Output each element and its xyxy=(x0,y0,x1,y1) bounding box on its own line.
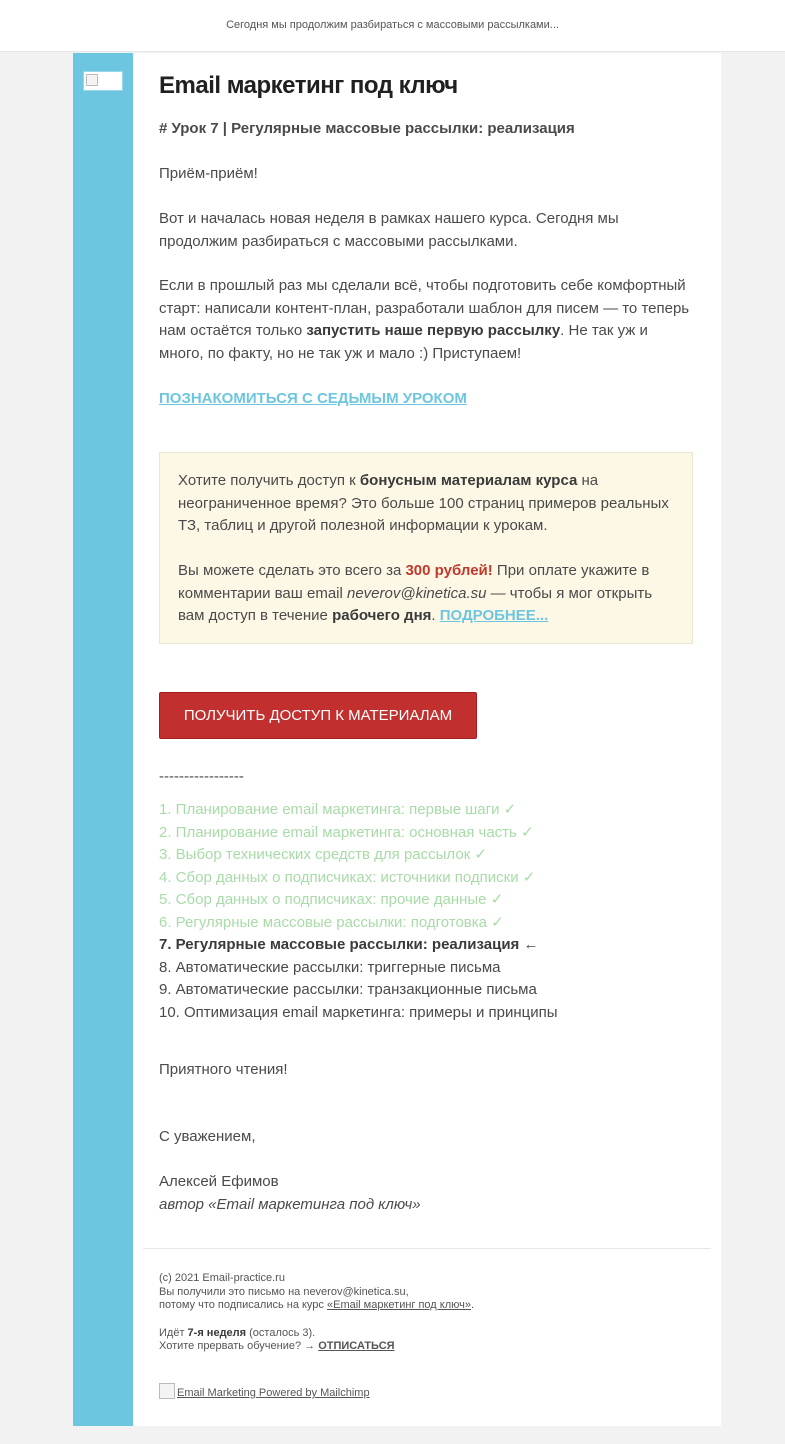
toc-item: 1. Планирование email маркетинга: первые шаги ✓ xyxy=(159,801,517,818)
footer-reason-dot: . xyxy=(471,1299,475,1311)
divider-text: ----------------- xyxy=(159,768,244,785)
toc-item-current xyxy=(159,934,695,957)
email-card xyxy=(133,53,721,1426)
recap-bold: запустить наше первую рассылку xyxy=(306,322,561,339)
mailchimp-text: Powered by Mailchimp xyxy=(258,1387,370,1399)
broken-image-icon xyxy=(159,1383,175,1399)
footer-week-text: Идёт xyxy=(159,1326,188,1339)
bonus-box xyxy=(159,452,693,644)
toc-item: 10. Оптимизация email маркетинга: примеры и принципы xyxy=(159,1003,558,1021)
mailchimp-alt: Email Marketing xyxy=(177,1387,256,1399)
preheader-text: Сегодня мы продолжим разбираться с массовыми рассылками... xyxy=(0,0,785,52)
toc-item: 5. Сбор данных о подписчиках: прочие данные ✓ xyxy=(159,891,504,908)
footer-week-rest: (осталось 3). xyxy=(246,1326,316,1339)
bonus-text: Хотите получить доступ к xyxy=(178,472,360,489)
footer-reason xyxy=(159,1299,695,1313)
toc-item: 4. Сбор данных о подписчиках: источники подписки ✓ xyxy=(159,868,536,886)
course-toc xyxy=(159,799,695,1024)
recap-paragraph xyxy=(159,275,695,365)
author-name: Алексей Ефимов xyxy=(159,1173,279,1190)
toc-item: 6. Регулярные массовые рассылки: подготовка ✓ xyxy=(159,913,504,931)
lesson-heading: # Урок 7 | Регулярные массовые рассылки: реализация xyxy=(159,120,575,137)
toc-item: 9. Автоматические рассылки: транзакционные письма xyxy=(159,981,537,998)
mailchimp-link[interactable] xyxy=(159,1387,370,1399)
get-access-button[interactable]: ПОЛУЧИТЬ ДОСТУП К МАТЕРИАЛАМ xyxy=(159,692,477,739)
footer-stop xyxy=(159,1340,695,1354)
bonus-paragraph-2 xyxy=(178,560,678,628)
bonus-email: neverov@kinetica.su xyxy=(347,584,487,602)
sidebar-strip xyxy=(73,53,133,1426)
bonus-price: 300 рублей! xyxy=(405,562,493,579)
bonus-price-lead: Вы можете сделать это всего за xyxy=(178,562,406,579)
footer-stop-text: Хотите прервать обучение? → xyxy=(159,1340,319,1352)
footer xyxy=(159,1272,695,1354)
broken-image-icon xyxy=(83,71,123,91)
author-role: автор «Email маркетинга под ключ» xyxy=(159,1196,421,1213)
mailchimp-badge xyxy=(159,1383,370,1399)
bonus-comment-text: При оплате укажите в комментарии ваш email xyxy=(178,562,650,602)
recap-text: Если в прошлый раз мы сделали всё, чтобы подготовить себе комфортный старт: написали контент-план, разработали шаблон для писем — то теперь нам остаётся только xyxy=(159,277,690,339)
unsubscribe-link[interactable]: ОТПИСАТЬСЯ xyxy=(318,1340,395,1352)
toc-item: 3. Выбор технических средств для рассылок ✓ xyxy=(159,846,487,863)
bonus-text-end: на неограниченное время? Это больше 100 страниц примеров реальных ТЗ, таблиц и другой полезной информации к урокам. xyxy=(178,472,669,534)
bonus-bold: бонусным материалам курса xyxy=(359,472,578,489)
lesson-link-row xyxy=(159,388,695,411)
toc-item: 2. Планирование email маркетинга: основная часть ✓ xyxy=(159,823,534,841)
footer-received: Вы получили это письмо на neverov@kinetica.su, xyxy=(159,1285,409,1298)
course-link[interactable]: «Email маркетинг под ключ» xyxy=(326,1299,471,1311)
closing-text: Приятного чтения! xyxy=(159,1061,288,1078)
bonus-dot: . xyxy=(431,607,440,624)
lesson-link[interactable]: ПОЗНАКОМИТЬСЯ С СЕДЬМЫМ УРОКОМ xyxy=(159,390,467,407)
footer-reason-text: потому что подписались на курс xyxy=(159,1299,327,1311)
footer-divider xyxy=(143,1248,711,1249)
regards-text: С уважением, xyxy=(159,1128,256,1145)
footer-copyright: (c) 2021 Email-practice.ru xyxy=(159,1272,285,1284)
more-link[interactable]: ПОДРОБНЕЕ... xyxy=(439,607,549,624)
bonus-paragraph-1 xyxy=(178,470,678,538)
arrow-left-icon: ← xyxy=(519,936,539,953)
footer-week xyxy=(159,1327,695,1341)
toc-current-text: 7. Регулярные массовые рассылки: реализация xyxy=(159,936,520,953)
recap-text-end: . Не так уж и много, по факту, но не так уж и мало :) Приступаем! xyxy=(159,322,648,362)
bonus-workday: рабочего дня xyxy=(332,607,432,624)
bonus-access-text: — чтобы я мог открыть вам доступ в течение xyxy=(178,584,653,624)
page-title: Email маркетинг под ключ xyxy=(159,72,458,99)
greeting-text: Приём-приём! xyxy=(159,165,258,182)
intro-text: Вот и началась новая неделя в рамках нашего курса. Сегодня мы продолжим разбираться с массовыми рассылками. xyxy=(159,210,619,250)
footer-week-bold: 7-я неделя xyxy=(187,1326,247,1339)
toc-item: 8. Автоматические рассылки: триггерные письма xyxy=(159,958,501,976)
